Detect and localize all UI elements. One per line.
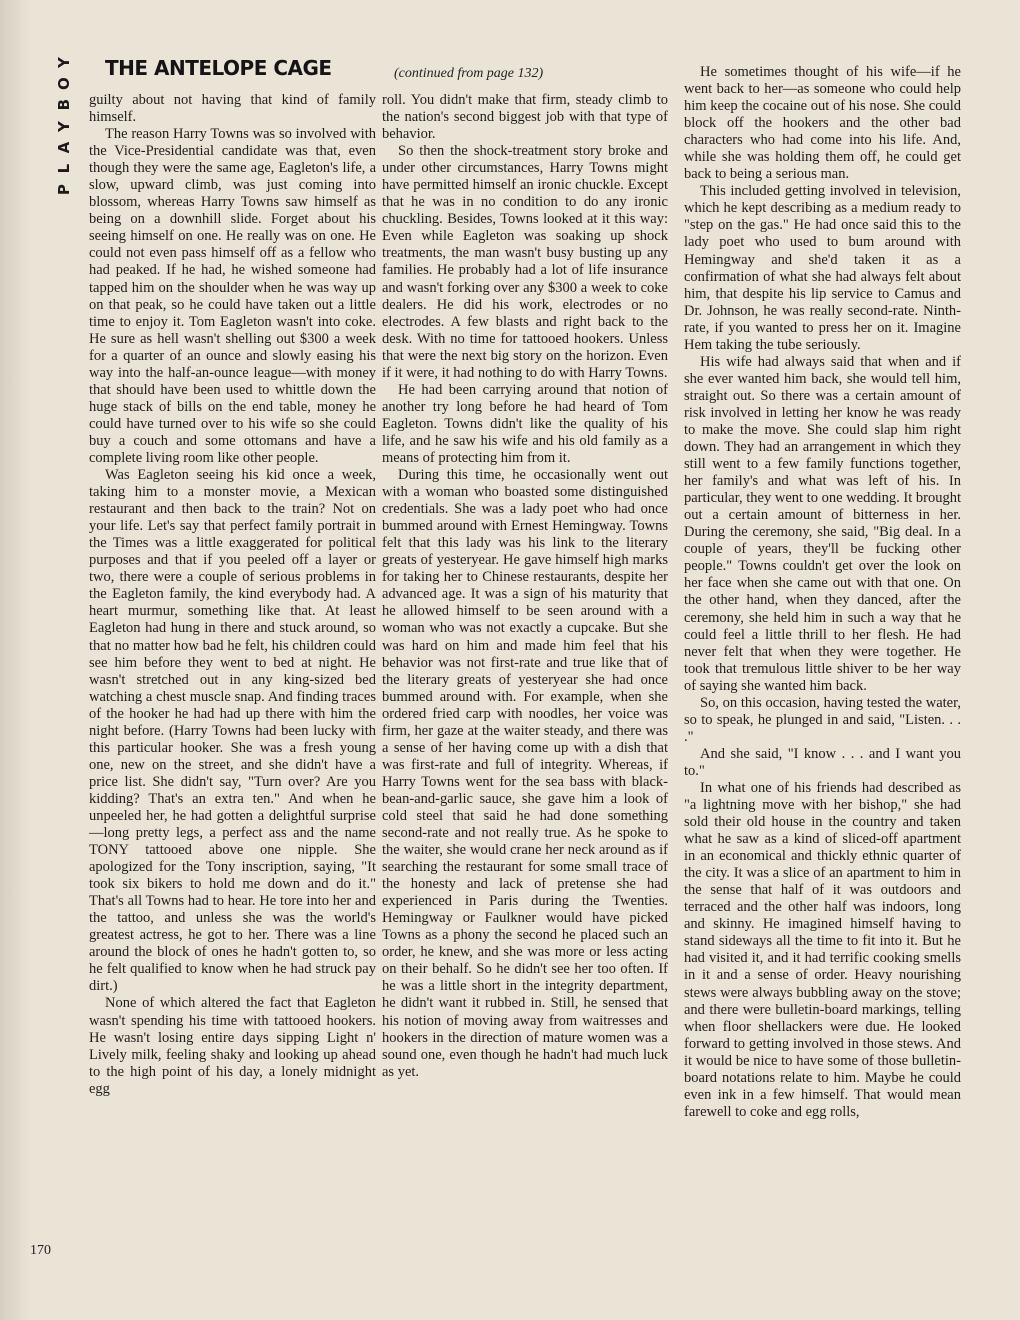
paragraph: roll. You didn't make that firm, steady climb to the nation's second biggest job with that type of behavior.	[382, 92, 668, 143]
paragraph: During this time, he occasionally went out with a woman who boasted some distinguished credentials. She was a lady poet who had once bummed around with Ernest Hemingway. Towns felt that this lady was his link to the literary greats of yesteryear. He gave himself high marks for taking her to Chinese restaurants, despite her advanced age. It was a sign of his maturity that he allowed himself to be seen around with a woman who was not exactly a cupcake. But she was hard on him and made him feel that his behavior was not first-rate and true like that of the literary greats of yesteryear she had once bummed around with. For example, when she ordered fried carp with noodles, her voice was firm, her gaze at the waiter steady, and there was a sense of her having come up with a dish that was first-rate and full of integrity. Whereas, if Harry Towns went for the sea bass with black-bean-and-garlic sauce, she gave him a look of cold steel that said he had done something second-rate and not really true. As he spoke to the waiter, she would crane her neck around as if searching the restaurant for some small trace of the honesty and lack of pretense she had experienced in Paris during the Twenties. Hemingway or Faulkner would have picked Towns as a phony the second he placed such an order, he knew, and she was more or less acting on their behalf. So he didn't see her too often. If he was a little short in the integrity department, he didn't want it rubbed in. Still, he sensed that his notion of moving away from waitresses and hookers in the direction of mature women was a sound one, even though he hadn't had much luck as yet.	[382, 467, 668, 1080]
paragraph: This included getting involved in television, which he kept describing as a medium ready to "step on the gas." He had once said this to the lady poet who used to bum around with Hemingway and she'd taken it as a confirmation of what she had always felt about him, that despite his lip service to Camus and Dr. Johnson, he was really second-rate. Ninth-rate, if you wanted to press her on it. Imagine Hem taking the tube seriously.	[684, 183, 961, 353]
article-title: THE ANTELOPE CAGE	[105, 56, 332, 80]
paragraph: The reason Harry Towns was so involved with the Vice-Presidential candidate was that, even though they were the same age, Eagleton's life, a slow, upward climb, was just coming into blossom, whereas Harry Towns saw himself as being on a downhill slide. Forget about his seeing himself on one. He really was on one. He could not even pass himself off as a fellow who had peaked. If he had, he wished someone had tapped him on the shoulder when he was way up on that peak, so he could have taken out a little time to enjoy it. Tom Eagleton wasn't into coke. He sure as hell wasn't shelling out $300 a week for a quarter of an ounce and slowly easing his way into the half-an-ounce league—with money that should have been used to whittle down the huge stack of bills on the end table, money he could have turned over to his wife so she could buy a couch and some ottomans and have a complete living room like other people.	[89, 126, 376, 466]
paragraph: In what one of his friends had described as "a lightning move with her bishop," she had sold their old house in the country and taken what he saw as a kind of sliced-off apartment in an economical and thickly ethnic quarter of the city. It was a slice of an apartment to him in the sense that half of it was outdoors and terraced and the other half was indoors, long and skinny. He imagined himself having to stand sideways all the time to fit into it. But he had visited it, and it had terrific cooking smells in it and a sense of order. Heavy nourishing stews were always bubbling away on the stove; and there were bulletin-board markings, telling when floor shellackers were due. He looked forward to getting involved in those stews. And it would be nice to have some of those bulletin-board notations relate to him. Maybe he could even ink in a few himself. That would mean farewell to coke and egg rolls,	[684, 779, 961, 1120]
paragraph: guilty about not having that kind of family himself.	[89, 92, 376, 126]
paragraph: He had been carrying around that notion of another try long before he had heard of Tom Eagleton. Towns didn't like the quality of his life, and he saw his wife and his old family as a means of protecting him from it.	[382, 381, 668, 466]
paragraph: Was Eagleton seeing his kid once a week, taking him to a monster movie, a Mexican restaurant and then back to the train? Not on your life. Let's say that perfect family portrait in the Times was a little exaggerated for political purposes and that if you peeled off a layer or two, there were a couple of serious problems in the Eagleton family, the kind everybody had. A heart murmur, something like that. At least Eagleton had hung in there and stuck around, so that no matter how bad he felt, his children could see him before they went to bed at night. He wasn't stretched out in any king-sized bed watching a chest muscle snap. And finding traces of the hooker he had had up there with him the night before. (Harry Towns had been lucky with this particular hooker. She was a fresh young one, new on the street, and she didn't have a price list. She didn't say, "Turn over? Are you kidding? That's an extra ten." And when he unpeeled her, he had gotten a delightful surprise—long pretty legs, a perfect ass and the name TONY tattooed above one nipple. She apologized for the Tony inscription, saying, "It took six bikers to hold me down and do it." That's all Towns had to hear. He tore into her and the tattoo, and unless she was the world's greatest actress, he got to her. There was a line around the block of ones he hadn't gotten to, so he felt qualified to know when he had struck pay dirt.)	[89, 467, 376, 995]
paragraph: And she said, "I know . . . and I want you to."	[684, 745, 961, 779]
paragraph: So then the shock-treatment story broke and under other circumstances, Harry Towns might have permitted himself an ironic chuckle. Except that he was in no condition to do any ironic chuckling. Besides, Towns looked at it this way: Even while Eagleton was soaking up shock treatments, the man wasn't busy busting up any families. He probably had a lot of life insurance and wasn't forking over any $300 a week to coke dealers. He did his work, electrodes or no electrodes. A few blasts and right back to the desk. With no time for tattooed hookers. Unless that were the next big story on the horizon. Even if it were, it had nothing to do with Harry Towns.	[382, 143, 668, 381]
magazine-name-letter: Y	[54, 120, 73, 132]
magazine-name-letter: O	[54, 77, 73, 91]
text-column-3	[684, 64, 961, 1121]
paragraph: So, on this occasion, having tested the water, so to speak, he plunged in and said, "Listen. . . ."	[684, 694, 961, 745]
magazine-name-letter: A	[54, 141, 73, 154]
magazine-name-vertical	[54, 52, 73, 200]
page-gutter-shadow	[0, 0, 30, 1320]
magazine-name-letter: L	[54, 163, 73, 174]
magazine-name-letter: P	[54, 184, 73, 196]
paragraph: He sometimes thought of his wife—if he went back to her—as someone who could help him keep the cocaine out of his nose. She could block off the hookers and the other bad characters who had come into his life. And, while she was holding them off, he could get back to being a serious man.	[684, 64, 961, 183]
page-number: 170	[30, 1243, 51, 1258]
text-column-2	[382, 92, 668, 1081]
paragraph: None of which altered the fact that Eagleton wasn't spending his time with tattooed hookers. He wasn't losing entire days sipping Light n' Lively milk, feeling shaky and looking up ahead to the high point of his day, a lonely midnight egg	[89, 995, 376, 1097]
magazine-name-letter: B	[54, 99, 73, 111]
continued-from-note: (continued from page 132)	[394, 66, 544, 81]
magazine-name-letter: Y	[54, 57, 73, 69]
paragraph: His wife had always said that when and if she ever wanted him back, she would tell him, straight out. So there was a certain amount of risk involved in letting her know he was ready to make the move. She could slap him right down. They had an arrangement in which they still went to a few family functions together, her family's and what was left of his. In particular, they went to one wedding. It brought out a certain amount of bitterness in her. During the ceremony, she said, "Big deal. In a couple of years, they'll be fucking other people." Towns couldn't get over the look on her face when she came out with that one. On the other hand, when they danced, after the ceremony, she held him in such a way that he could feel a little thrill to her flesh. He had never felt that when they were together. He took that tremulous little shiver to be her way of saying she wanted him back.	[684, 353, 961, 694]
text-column-1	[89, 92, 376, 1098]
